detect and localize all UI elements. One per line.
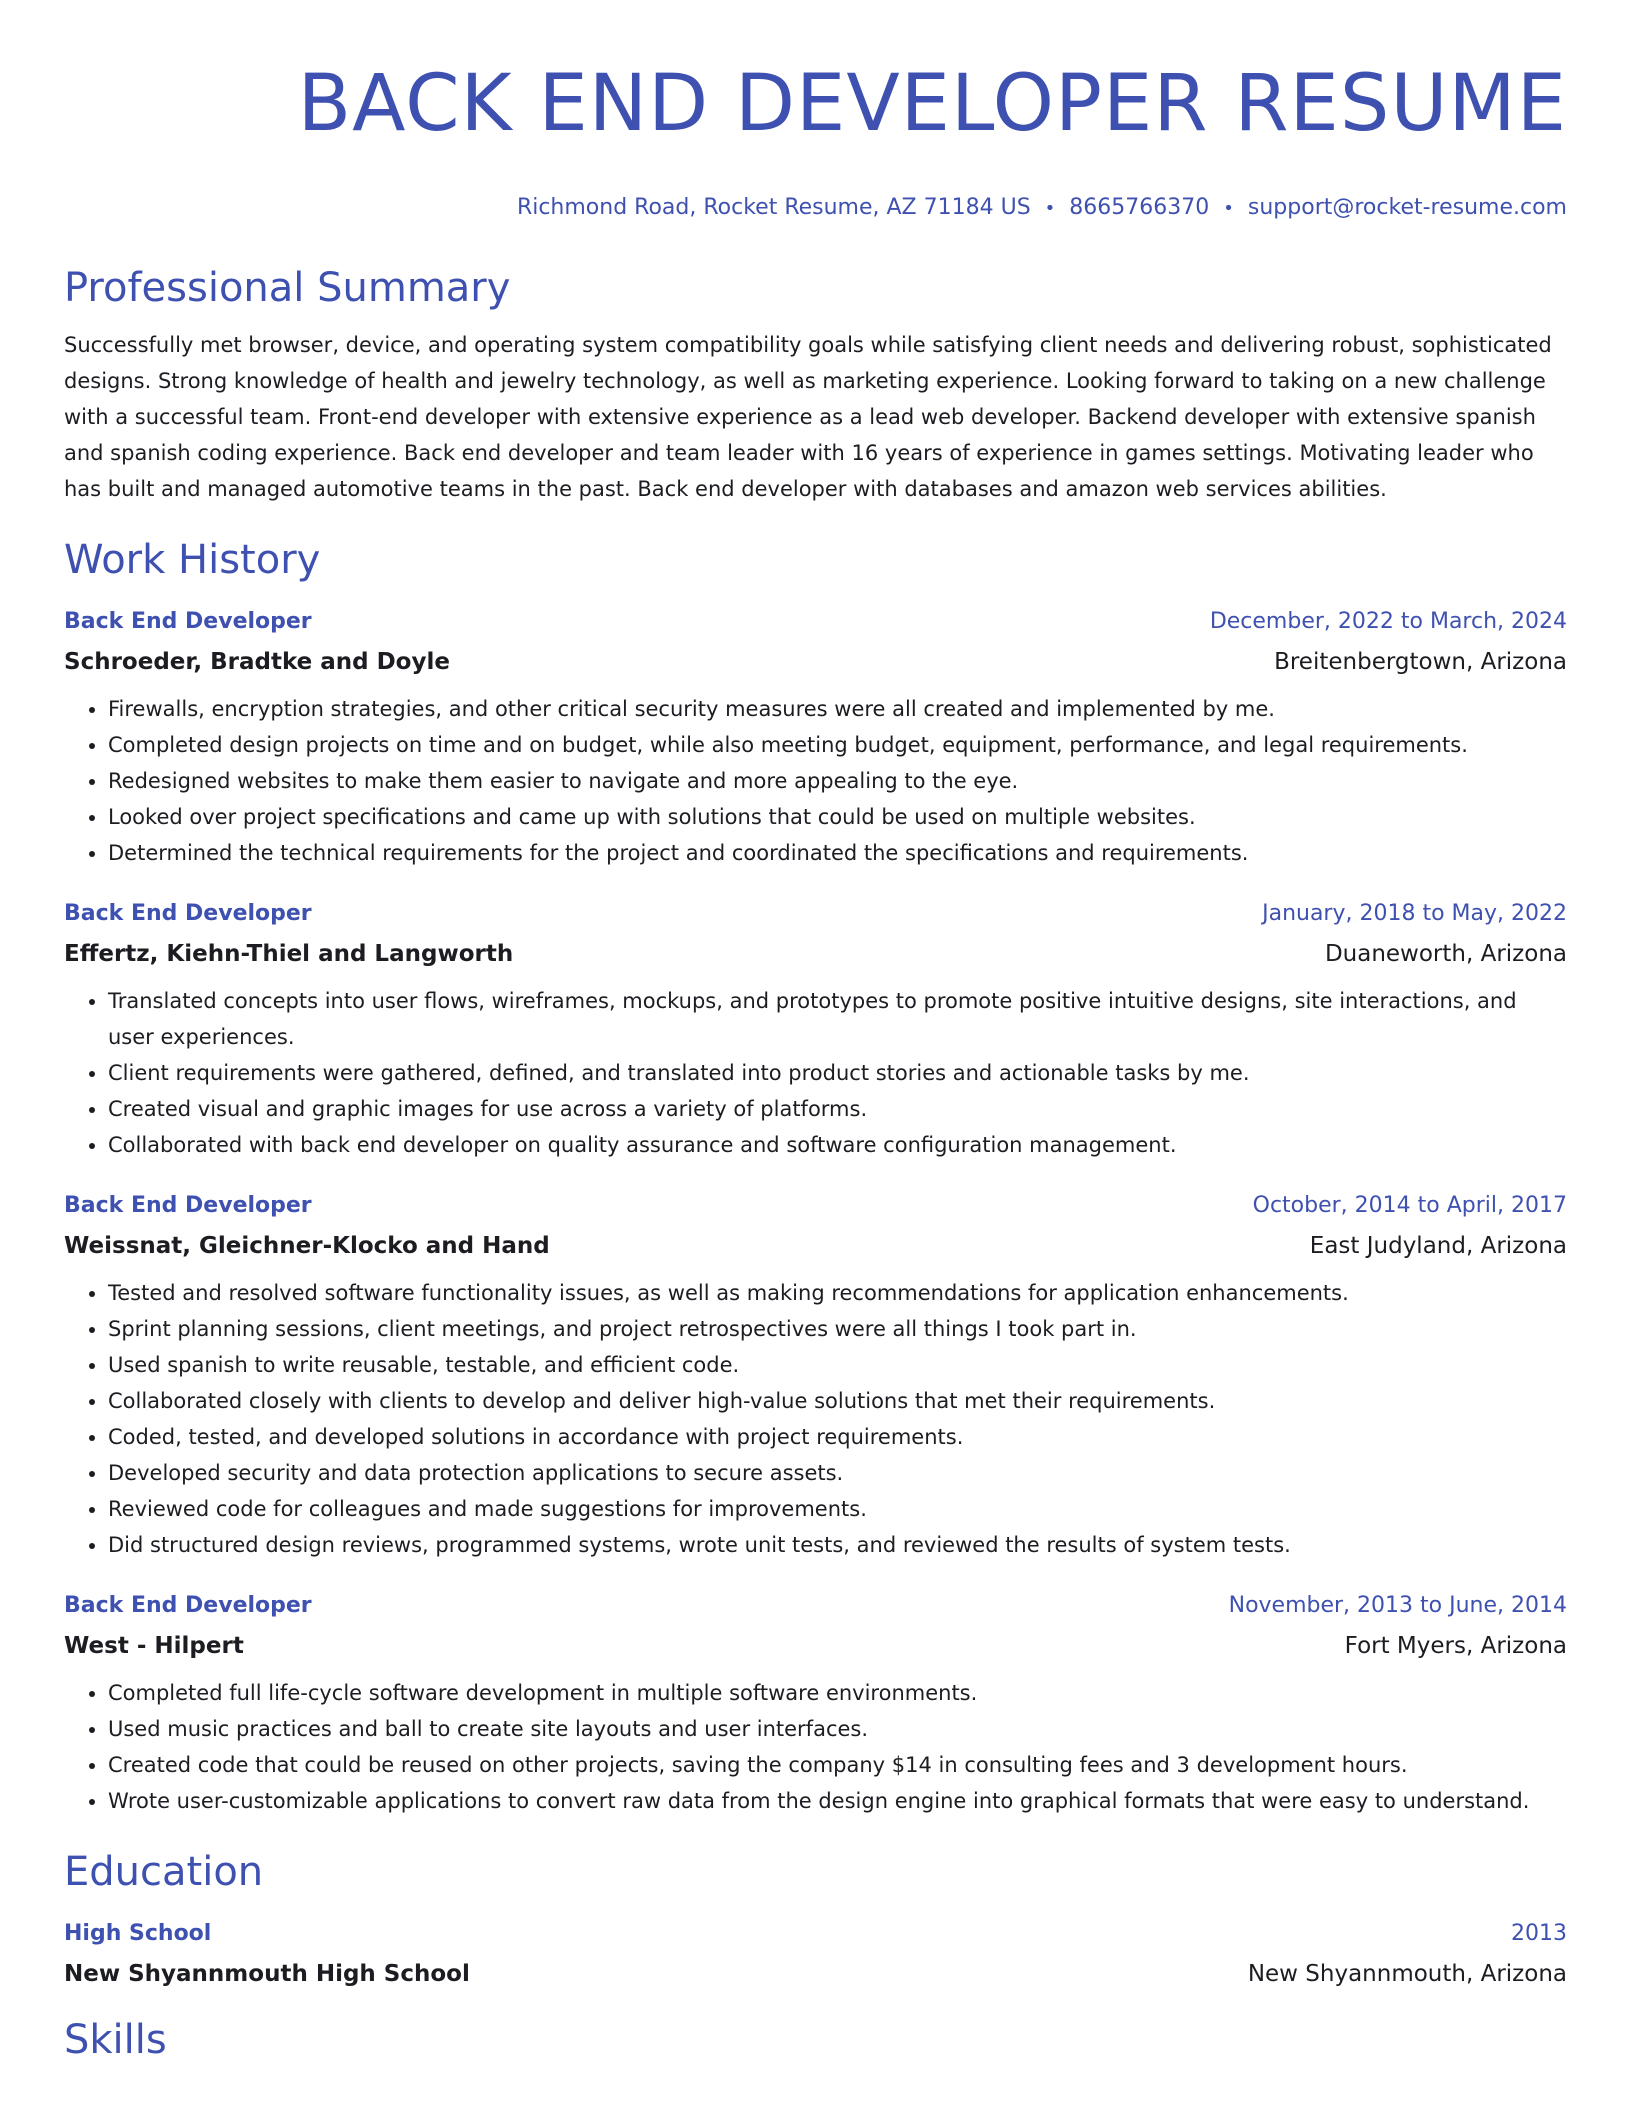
company-name: Effertz, Kiehn-Thiel and Langworth xyxy=(64,941,514,967)
job-header-row xyxy=(64,1189,1567,1223)
job-company-row xyxy=(64,937,1567,971)
job-title: Back End Developer xyxy=(64,609,312,634)
bullet-item: • Coded, tested, and developed solutions in accordance with project requirements. xyxy=(108,1419,1567,1455)
job-header-row xyxy=(64,897,1567,931)
separator-dot: • xyxy=(1223,198,1234,219)
email: support@rocket-resume.com xyxy=(1247,195,1567,220)
education-entry xyxy=(64,1917,1567,1991)
job-bullets xyxy=(64,1275,1567,1563)
job-entry xyxy=(64,1189,1567,1563)
job-dates: December, 2022 to March, 2024 xyxy=(1209,609,1567,634)
job-entry xyxy=(64,605,1567,871)
bullet-item: • Sprint planning sessions, client meetings, and project retrospectives were all things I took part in. xyxy=(108,1311,1567,1347)
degree: High School xyxy=(64,1921,212,1946)
bullet-item: • Completed design projects on time and on budget, while also meeting budget, equipment, performance, and legal requirements. xyxy=(108,727,1567,763)
company-name: West - Hilpert xyxy=(64,1633,244,1659)
job-bullets xyxy=(64,691,1567,871)
bullet-item: • Developed security and data protection applications to secure assets. xyxy=(108,1455,1567,1491)
job-title: Back End Developer xyxy=(64,1193,312,1218)
company-name: Weissnat, Gleichner-Klocko and Hand xyxy=(64,1233,550,1259)
job-dates: January, 2018 to May, 2022 xyxy=(1262,901,1567,926)
bullet-item: • Created visual and graphic images for use across a variety of platforms. xyxy=(108,1091,1567,1127)
job-header-row xyxy=(64,605,1567,639)
summary-heading: Professional Summary xyxy=(64,265,511,311)
bullet-item: • Translated concepts into user flows, wireframes, mockups, and prototypes to promote positive intuitive designs, site interactions, and user experiences. xyxy=(108,983,1567,1055)
bullet-item: • Completed full life-cycle software development in multiple software environments. xyxy=(108,1675,1567,1711)
bullet-item: • Collaborated with back end developer on quality assurance and software configuration management. xyxy=(108,1127,1567,1163)
bullet-item: • Tested and resolved software functionality issues, as well as making recommendations for application enhancements. xyxy=(108,1275,1567,1311)
bullet-item: • Client requirements were gathered, defined, and translated into product stories and actionable tasks by me. xyxy=(108,1055,1567,1091)
job-entry xyxy=(64,1589,1567,1819)
resume-title: BACK END DEVELOPER RESUME xyxy=(297,59,1567,149)
job-location: East Judyland, Arizona xyxy=(1309,1233,1567,1259)
phone: 8665766370 xyxy=(1069,195,1210,220)
bullet-item: • Created code that could be reused on other projects, saving the company $14 in consulting fees and 3 development hours. xyxy=(108,1747,1567,1783)
school-location: New Shyannmouth, Arizona xyxy=(1247,1961,1567,1987)
company-name: Schroeder, Bradtke and Doyle xyxy=(64,649,450,675)
job-location: Duaneworth, Arizona xyxy=(1324,941,1567,967)
job-entry xyxy=(64,897,1567,1163)
job-header-row xyxy=(64,1589,1567,1623)
job-company-row xyxy=(64,645,1567,679)
bullet-item: • Firewalls, encryption strategies, and other critical security measures were all created and implemented by me. xyxy=(108,691,1567,727)
bullet-item: • Used spanish to write reusable, testable, and efficient code. xyxy=(108,1347,1567,1383)
resume-page xyxy=(64,0,1567,2065)
education-heading: Education xyxy=(64,1849,264,1895)
job-title: Back End Developer xyxy=(64,901,312,926)
job-bullets xyxy=(64,983,1567,1163)
bullet-item: • Redesigned websites to make them easier to navigate and more appealing to the eye. xyxy=(108,763,1567,799)
contact-line xyxy=(64,194,1567,223)
education-list xyxy=(64,1917,1567,1991)
skills-heading: Skills xyxy=(64,2017,167,2063)
job-location: Fort Myers, Arizona xyxy=(1344,1633,1567,1659)
bullet-item: • Reviewed code for colleagues and made suggestions for improvements. xyxy=(108,1491,1567,1527)
education-school-row xyxy=(64,1957,1567,1991)
job-bullets xyxy=(64,1675,1567,1819)
education-header-row xyxy=(64,1917,1567,1951)
bullet-item: • Collaborated closely with clients to develop and deliver high-value solutions that met their requirements. xyxy=(108,1383,1567,1419)
work-history-heading: Work History xyxy=(64,537,321,583)
bullet-item: • Used music practices and ball to create site layouts and user interfaces. xyxy=(108,1711,1567,1747)
school-name: New Shyannmouth High School xyxy=(64,1961,470,1987)
bullet-item: • Wrote user-customizable applications to convert raw data from the design engine into graphical formats that were easy to understand. xyxy=(108,1783,1567,1819)
bullet-item: • Determined the technical requirements for the project and coordinated the specifications and requirements. xyxy=(108,835,1567,871)
job-dates: October, 2014 to April, 2017 xyxy=(1252,1193,1567,1218)
job-location: Breitenbergtown, Arizona xyxy=(1274,649,1567,675)
address: Richmond Road, Rocket Resume, AZ 71184 US xyxy=(516,195,1031,220)
job-title: Back End Developer xyxy=(64,1593,312,1618)
summary-text: Successfully met browser, device, and operating system compatibility goals while satisfying client needs and delivering robust, sophisticated designs. Strong knowledge of health and jewelry technology, as well as marketing experience. Looking forward to taking on a new challenge with a successful team. Front-end developer with extensive experience as a lead web developer. Backend developer with extensive spanish and spanish coding experience. Back end developer and team leader with 16 years of experience in games settings. Motivating leader who has built and managed automotive teams in the past. Back end developer with databases and amazon web services abilities. xyxy=(64,333,1552,501)
job-company-row xyxy=(64,1629,1567,1663)
job-company-row xyxy=(64,1229,1567,1263)
work-history-list xyxy=(64,605,1567,1819)
separator-dot: • xyxy=(1044,198,1056,219)
bullet-item: • Did structured design reviews, programmed systems, wrote unit tests, and reviewed the results of system tests. xyxy=(108,1527,1567,1563)
graduation-year: 2013 xyxy=(1511,1921,1567,1946)
bullet-item: • Looked over project specifications and came up with solutions that could be used on multiple websites. xyxy=(108,799,1567,835)
job-dates: November, 2013 to June, 2014 xyxy=(1228,1593,1567,1618)
